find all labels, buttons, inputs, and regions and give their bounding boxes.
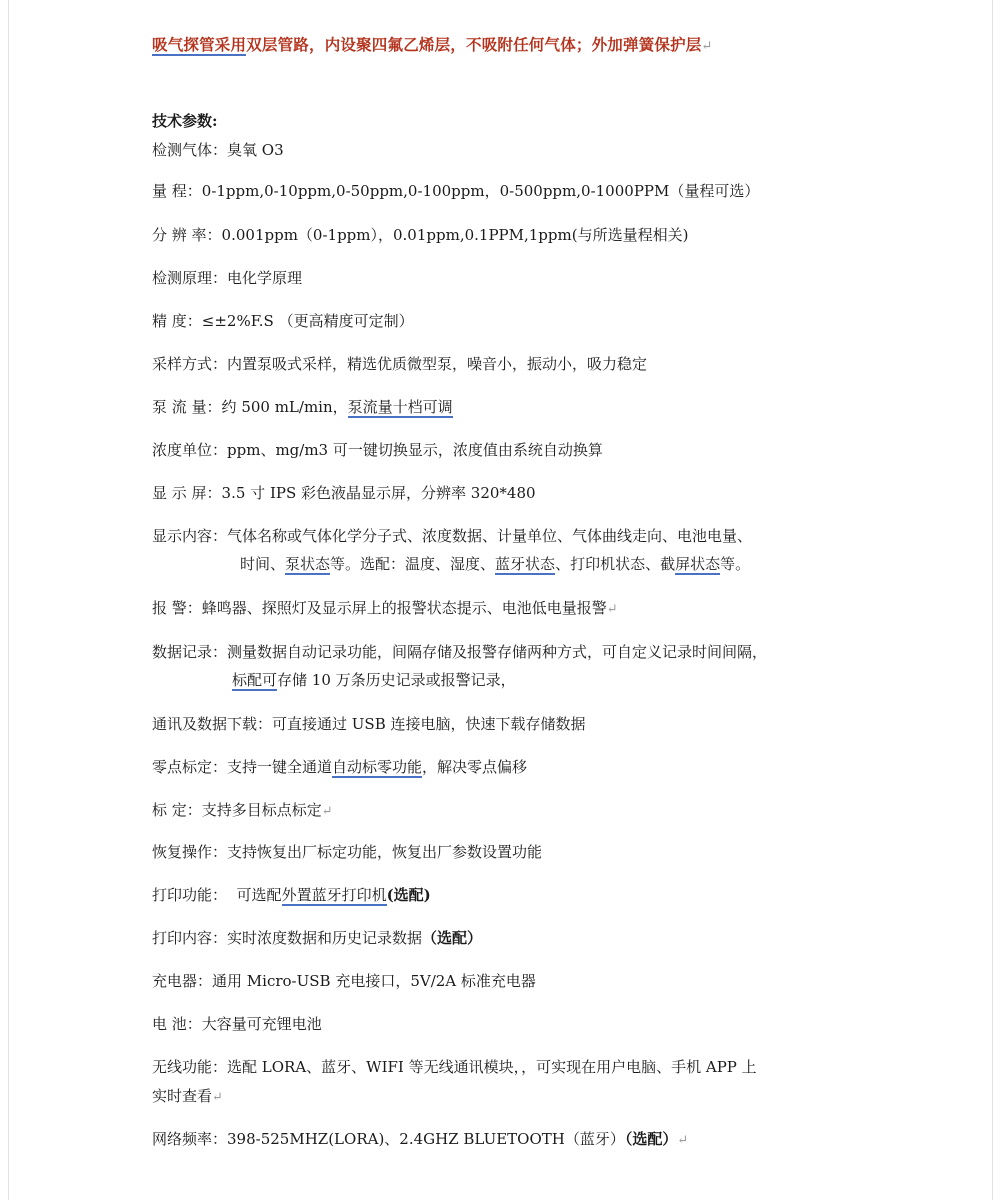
param-row-comm bbox=[152, 713, 586, 735]
param-row-zero bbox=[152, 756, 527, 778]
param-label: 报 警： bbox=[152, 599, 202, 617]
param-value-underlined: 自动标零功能 bbox=[332, 758, 423, 776]
paragraph-mark-icon: ↵ bbox=[677, 1133, 689, 1148]
param-value-underlined: 蓝牙状态 bbox=[495, 555, 556, 573]
param-row-battery bbox=[152, 1013, 322, 1035]
param-value-bold: （选配） bbox=[422, 929, 483, 947]
param-value: 、打印机状态、 bbox=[555, 555, 661, 573]
param-row-alarm bbox=[152, 597, 618, 621]
paragraph-mark-icon: ↵ bbox=[606, 602, 618, 617]
param-row-frequency bbox=[152, 1128, 688, 1152]
param-row-display bbox=[152, 525, 752, 547]
page-edge-right bbox=[992, 0, 993, 1200]
param-value: 气体名称或气体化学分子式、浓度数据、计量单位、气体曲线走向、电池电量、 bbox=[227, 527, 753, 545]
param-value: 时间、 bbox=[240, 555, 286, 573]
param-row-display-continued bbox=[240, 553, 750, 575]
param-row-principle bbox=[152, 267, 302, 289]
param-label: 量 程： bbox=[152, 182, 202, 200]
param-value: 等。选配：温度、湿度、 bbox=[330, 555, 496, 573]
param-value-underlined: 泵状态 bbox=[285, 555, 331, 573]
param-row-record bbox=[152, 641, 767, 663]
param-value: 支持一键全通道 bbox=[227, 758, 333, 776]
param-row-restore bbox=[152, 841, 542, 863]
param-row-calib bbox=[152, 799, 333, 823]
param-row-print-content bbox=[152, 927, 482, 949]
param-row-record-continued bbox=[232, 669, 516, 691]
header-text: 双层管路，内设聚四氟乙烯层，不吸附任何气体；外加弹簧保护层 bbox=[246, 35, 702, 54]
param-label: 恢复操作： bbox=[152, 843, 228, 861]
param-value: 大容量可充锂电池 bbox=[201, 1015, 322, 1033]
param-value: ≤±2%F.S （更高精度可定制） bbox=[201, 312, 414, 330]
param-value: 实时浓度数据和历史记录数据 bbox=[227, 929, 423, 947]
param-value: 蜂鸣器、探照灯及显示屏上的报警状态提示、电池低电量报警 bbox=[201, 599, 607, 617]
param-label: 精 度： bbox=[152, 312, 202, 330]
param-value: ppm、mg/m3 可一键切换显示，浓度值由系统自动换算 bbox=[227, 441, 603, 459]
param-row-unit bbox=[152, 439, 603, 461]
param-row-resolution bbox=[152, 224, 688, 246]
param-value: 0.001ppm（0-1ppm），0.01ppm,0.1PPM,1ppm(与所选量程相关) bbox=[221, 226, 689, 244]
param-value: 支持多目标点标定 bbox=[201, 801, 322, 819]
param-row-charger bbox=[152, 970, 536, 992]
param-value-underlined: 泵流量十档可调 bbox=[347, 398, 453, 416]
section-title: 技术参数: bbox=[152, 112, 218, 130]
param-row-screen bbox=[152, 482, 536, 504]
param-value-underlined: 标配可 bbox=[232, 671, 278, 689]
param-value: 398-525MHZ(LORA)、2.4GHZ BLUETOOTH（蓝牙） bbox=[227, 1130, 625, 1148]
paragraph-mark-icon: ↵ bbox=[212, 1090, 223, 1105]
param-label: 浓度单位： bbox=[152, 441, 228, 459]
param-label: 零点标定： bbox=[152, 758, 228, 776]
param-value: 选配 LORA、蓝牙、WIFI 等无线通讯模块，，可实现在用户电脑、手机 APP 上 bbox=[227, 1058, 757, 1076]
param-value: 可选配 bbox=[227, 886, 282, 904]
param-label: 网络频率： bbox=[152, 1130, 228, 1148]
header-underlined-text: 吸气探管采用 bbox=[152, 35, 247, 54]
param-value: 3.5 寸 IPS 彩色液晶显示屏，分辨率 320*480 bbox=[221, 484, 536, 502]
param-row-wireless bbox=[152, 1056, 757, 1078]
param-label: 标 定： bbox=[152, 801, 202, 819]
param-label: 充电器： bbox=[152, 972, 213, 990]
param-value: 支持恢复出厂标定功能，恢复出厂参数设置功能 bbox=[227, 843, 543, 861]
param-value: 实时查看 bbox=[152, 1087, 213, 1105]
param-value-bold: (选配) bbox=[386, 886, 431, 904]
param-row-wireless-continued bbox=[152, 1085, 223, 1109]
param-label: 通讯及数据下载： bbox=[152, 715, 273, 733]
header-note bbox=[152, 33, 713, 55]
param-label: 检测原理： bbox=[152, 269, 228, 287]
param-value: 等。 bbox=[720, 555, 751, 573]
param-label: 数据记录： bbox=[152, 643, 228, 661]
param-value-underlined: 外置蓝牙打印机 bbox=[281, 886, 387, 904]
param-label: 采样方式： bbox=[152, 355, 228, 373]
param-row-sampling bbox=[152, 353, 647, 375]
param-row-accuracy bbox=[152, 310, 414, 332]
param-value: 电化学原理 bbox=[227, 269, 303, 287]
param-label: 显 示 屏： bbox=[152, 484, 222, 502]
param-value: 存储 10 万条历史记录或报警记录， bbox=[277, 671, 516, 689]
param-label: 泵 流 量： bbox=[152, 398, 222, 416]
paragraph-mark-icon: ↵ bbox=[321, 804, 333, 819]
param-label: 分 辨 率： bbox=[152, 226, 222, 244]
param-value-underlined: 屏状态 bbox=[675, 555, 721, 573]
param-row-gas bbox=[152, 139, 284, 161]
param-row-print-function bbox=[152, 884, 431, 906]
page-edge-left bbox=[8, 0, 9, 1200]
param-label: 显示内容： bbox=[152, 527, 228, 545]
param-value: 测量数据自动记录功能，间隔存储及报警存储两种方式，可自定义记录时间间隔， bbox=[227, 643, 768, 661]
param-label: 检测气体： bbox=[152, 141, 228, 159]
param-label: 无线功能： bbox=[152, 1058, 228, 1076]
param-value: 通用 Micro-USB 充电接口，5V/2A 标准充电器 bbox=[212, 972, 536, 990]
param-value: 可直接通过 USB 连接电脑，快速下载存储数据 bbox=[272, 715, 586, 733]
paragraph-mark-icon: ↵ bbox=[701, 39, 713, 54]
param-value: ，解决零点偏移 bbox=[422, 758, 528, 776]
param-value: 约 500 mL/min， bbox=[221, 398, 348, 416]
param-label: 打印内容： bbox=[152, 929, 228, 947]
param-label: 打印功能： bbox=[152, 886, 228, 904]
param-label: 电 池： bbox=[152, 1015, 202, 1033]
param-value: 臭氧 O3 bbox=[227, 141, 284, 159]
param-row-range bbox=[152, 180, 759, 202]
param-value: 0-1ppm,0-10ppm,0-50ppm,0-100ppm，0-500ppm,0-1000PPM（量程可选） bbox=[201, 182, 760, 200]
param-value: 截 bbox=[660, 555, 676, 573]
param-value-bold: （选配） bbox=[624, 1130, 678, 1148]
param-row-flow bbox=[152, 396, 453, 418]
param-value: 内置泵吸式采样，精选优质微型泵，噪音小，振动小，吸力稳定 bbox=[227, 355, 648, 373]
